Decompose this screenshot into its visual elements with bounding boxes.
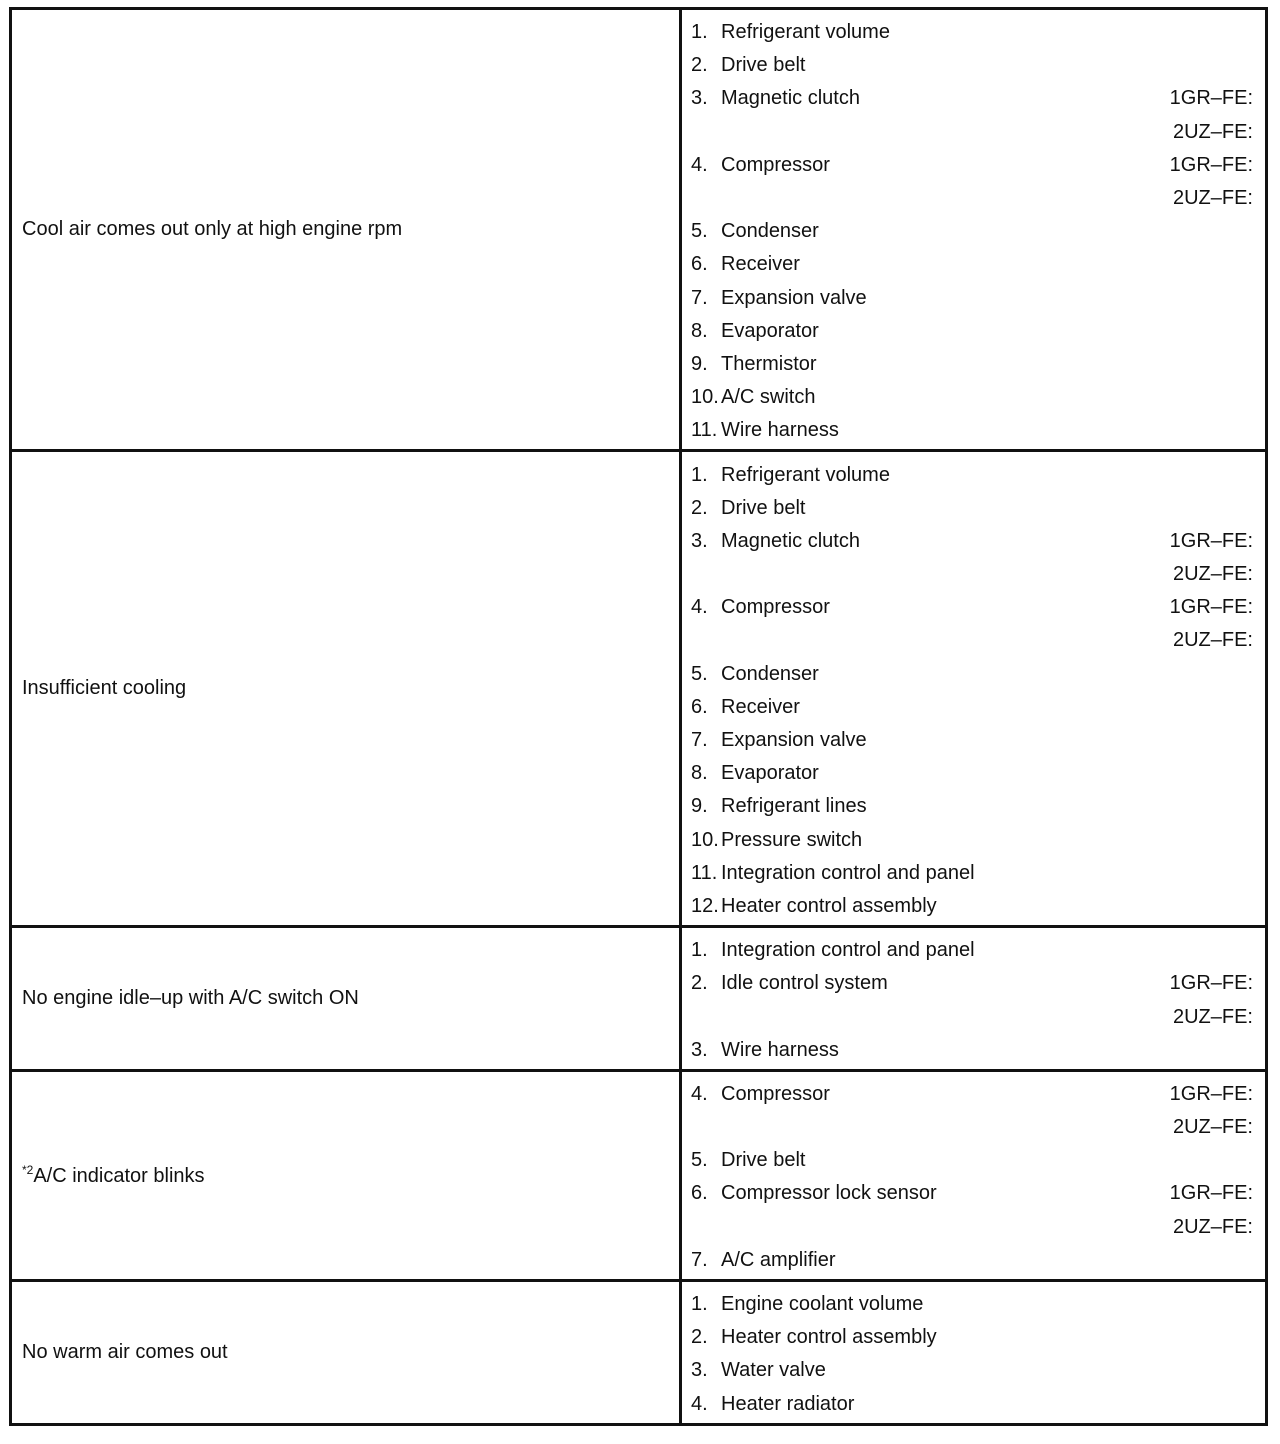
item-label: Thermistor (721, 352, 817, 375)
engine-code: 2UZ–FE: (1172, 1215, 1253, 1238)
list-item (691, 315, 1253, 348)
suspect-area-cell (681, 451, 1267, 927)
list-item (691, 116, 1253, 149)
item-label: Receiver (721, 253, 800, 276)
item-label: Heater control assembly (721, 1326, 937, 1349)
list-item (691, 149, 1253, 182)
item-label: Pressure switch (721, 828, 863, 851)
list-item (691, 934, 1253, 967)
item-number: 5. (691, 662, 708, 685)
item-label: Drive belt (721, 1149, 806, 1172)
item-number: 10. (691, 386, 719, 409)
list-item (691, 1288, 1253, 1321)
symptom-text: No warm air comes out (22, 1340, 228, 1363)
list-item (691, 248, 1253, 281)
list-item (691, 381, 1253, 414)
engine-code: 1GR–FE: (1169, 1182, 1253, 1205)
item-label: Refrigerant lines (721, 795, 867, 818)
item-number: 2. (691, 496, 708, 519)
list-item (691, 757, 1253, 790)
item-number: 3. (691, 87, 708, 110)
item-label: Compressor (721, 1082, 830, 1105)
list-item (691, 215, 1253, 248)
engine-code: 1GR–FE: (1169, 529, 1253, 552)
list-item (691, 82, 1253, 115)
list-item (691, 49, 1253, 82)
troubleshooting-table (9, 7, 1268, 1426)
list-item (691, 591, 1253, 624)
item-number: 11. (691, 861, 718, 884)
item-label: Idle control system (721, 972, 888, 995)
list-item (691, 724, 1253, 757)
item-label: Refrigerant volume (721, 21, 890, 44)
list-item (691, 1177, 1253, 1210)
suspect-area-cell (681, 1280, 1267, 1424)
item-label: Integration control and panel (721, 861, 975, 884)
list-item (691, 558, 1253, 591)
item-number: 11. (691, 419, 718, 442)
item-label: Heater control assembly (721, 894, 937, 917)
item-number: 9. (691, 352, 708, 375)
list-item (691, 967, 1253, 1000)
symptom-cell (11, 9, 681, 451)
item-number: 6. (691, 253, 708, 276)
table-row (11, 451, 1267, 927)
item-number: 10. (691, 828, 719, 851)
engine-code: 2UZ–FE: (1172, 1116, 1253, 1139)
item-number: 8. (691, 319, 708, 342)
item-number: 3. (691, 1359, 708, 1382)
item-label: Wire harness (721, 419, 839, 442)
item-number: 1. (691, 21, 708, 44)
item-number: 9. (691, 795, 708, 818)
item-number: 8. (691, 762, 708, 785)
item-label: Condenser (721, 220, 819, 243)
item-label: A/C switch (721, 386, 816, 409)
item-number: 6. (691, 1182, 708, 1205)
item-label: Receiver (721, 695, 800, 718)
item-number: 7. (691, 286, 708, 309)
list-item (691, 1211, 1253, 1244)
item-number: 7. (691, 729, 708, 752)
list-item (691, 1388, 1253, 1421)
list-item (691, 1078, 1253, 1111)
list-item (691, 624, 1253, 657)
item-number: 1. (691, 1293, 708, 1316)
item-number: 5. (691, 1149, 708, 1172)
table-row (11, 1280, 1267, 1424)
list-item (691, 1034, 1253, 1067)
item-label: Expansion valve (721, 729, 867, 752)
item-number: 4. (691, 1392, 708, 1415)
engine-code: 1GR–FE: (1169, 87, 1253, 110)
list-item (691, 1321, 1253, 1354)
item-label: Evaporator (721, 319, 819, 342)
item-label: Wire harness (721, 1038, 839, 1061)
list-item (691, 691, 1253, 724)
item-number: 6. (691, 695, 708, 718)
symptom-text: A/C indicator blinks (33, 1164, 205, 1187)
item-number: 2. (691, 1326, 708, 1349)
item-label: Heater radiator (721, 1392, 855, 1415)
item-label: A/C amplifier (721, 1248, 836, 1271)
item-label: Expansion valve (721, 286, 867, 309)
item-label: Compressor lock sensor (721, 1182, 937, 1205)
suspect-area-cell (681, 1070, 1267, 1280)
item-number: 2. (691, 54, 708, 77)
list-item (691, 182, 1253, 215)
list-item (691, 16, 1253, 49)
item-label: Evaporator (721, 762, 819, 785)
list-item (691, 1354, 1253, 1387)
table-row (11, 927, 1267, 1071)
list-item (691, 282, 1253, 315)
table-row (11, 9, 1267, 451)
list-item (691, 824, 1253, 857)
item-number: 4. (691, 1082, 708, 1105)
item-number: 5. (691, 220, 708, 243)
engine-code: 2UZ–FE: (1172, 187, 1253, 210)
engine-code: 1GR–FE: (1169, 1082, 1253, 1105)
list-item (691, 790, 1253, 823)
engine-code: 2UZ–FE: (1172, 1005, 1253, 1028)
item-number: 4. (691, 596, 708, 619)
symptom-text: No engine idle–up with A/C switch ON (22, 986, 359, 1009)
suspect-area-cell (681, 9, 1267, 451)
symptom-text: Insufficient cooling (22, 677, 187, 700)
engine-code: 1GR–FE: (1169, 972, 1253, 995)
item-number: 3. (691, 529, 708, 552)
list-item (691, 890, 1253, 923)
table-body (11, 9, 1267, 1425)
item-number: 3. (691, 1038, 708, 1061)
engine-code: 1GR–FE: (1169, 596, 1253, 619)
item-label: Drive belt (721, 496, 806, 519)
item-label: Refrigerant volume (721, 463, 890, 486)
item-label: Integration control and panel (721, 939, 975, 962)
item-label: Magnetic clutch (721, 529, 860, 552)
item-label: Magnetic clutch (721, 87, 860, 110)
list-item (691, 492, 1253, 525)
symptom-cell (11, 927, 681, 1071)
item-number: 1. (691, 939, 708, 962)
item-label: Drive belt (721, 54, 806, 77)
symptom-cell (11, 1070, 681, 1280)
symptom-cell (11, 451, 681, 927)
item-number: 4. (691, 153, 708, 176)
symptom-text: Cool air comes out only at high engine rpm (22, 218, 403, 241)
list-item (691, 414, 1253, 447)
item-label: Engine coolant volume (721, 1293, 924, 1316)
item-number: 1. (691, 463, 708, 486)
suspect-area-cell (681, 927, 1267, 1071)
list-item (691, 525, 1253, 558)
list-item (691, 857, 1253, 890)
engine-code: 2UZ–FE: (1172, 629, 1253, 652)
list-item (691, 1111, 1253, 1144)
item-number: 2. (691, 972, 708, 995)
item-label: Condenser (721, 662, 819, 685)
item-label: Water valve (721, 1359, 826, 1382)
engine-code: 2UZ–FE: (1172, 563, 1253, 586)
engine-code: 1GR–FE: (1169, 153, 1253, 176)
symptom-cell (11, 1280, 681, 1424)
list-item (691, 348, 1253, 381)
list-item (691, 1144, 1253, 1177)
item-number: 7. (691, 1248, 708, 1271)
footnote-marker: *2 (22, 1162, 34, 1177)
item-label: Compressor (721, 153, 830, 176)
list-item (691, 1000, 1253, 1033)
item-number: 12. (691, 894, 719, 917)
item-label: Compressor (721, 596, 830, 619)
list-item (691, 458, 1253, 491)
table-row (11, 1070, 1267, 1280)
engine-code: 2UZ–FE: (1172, 120, 1253, 143)
list-item (691, 658, 1253, 691)
list-item (691, 1244, 1253, 1277)
